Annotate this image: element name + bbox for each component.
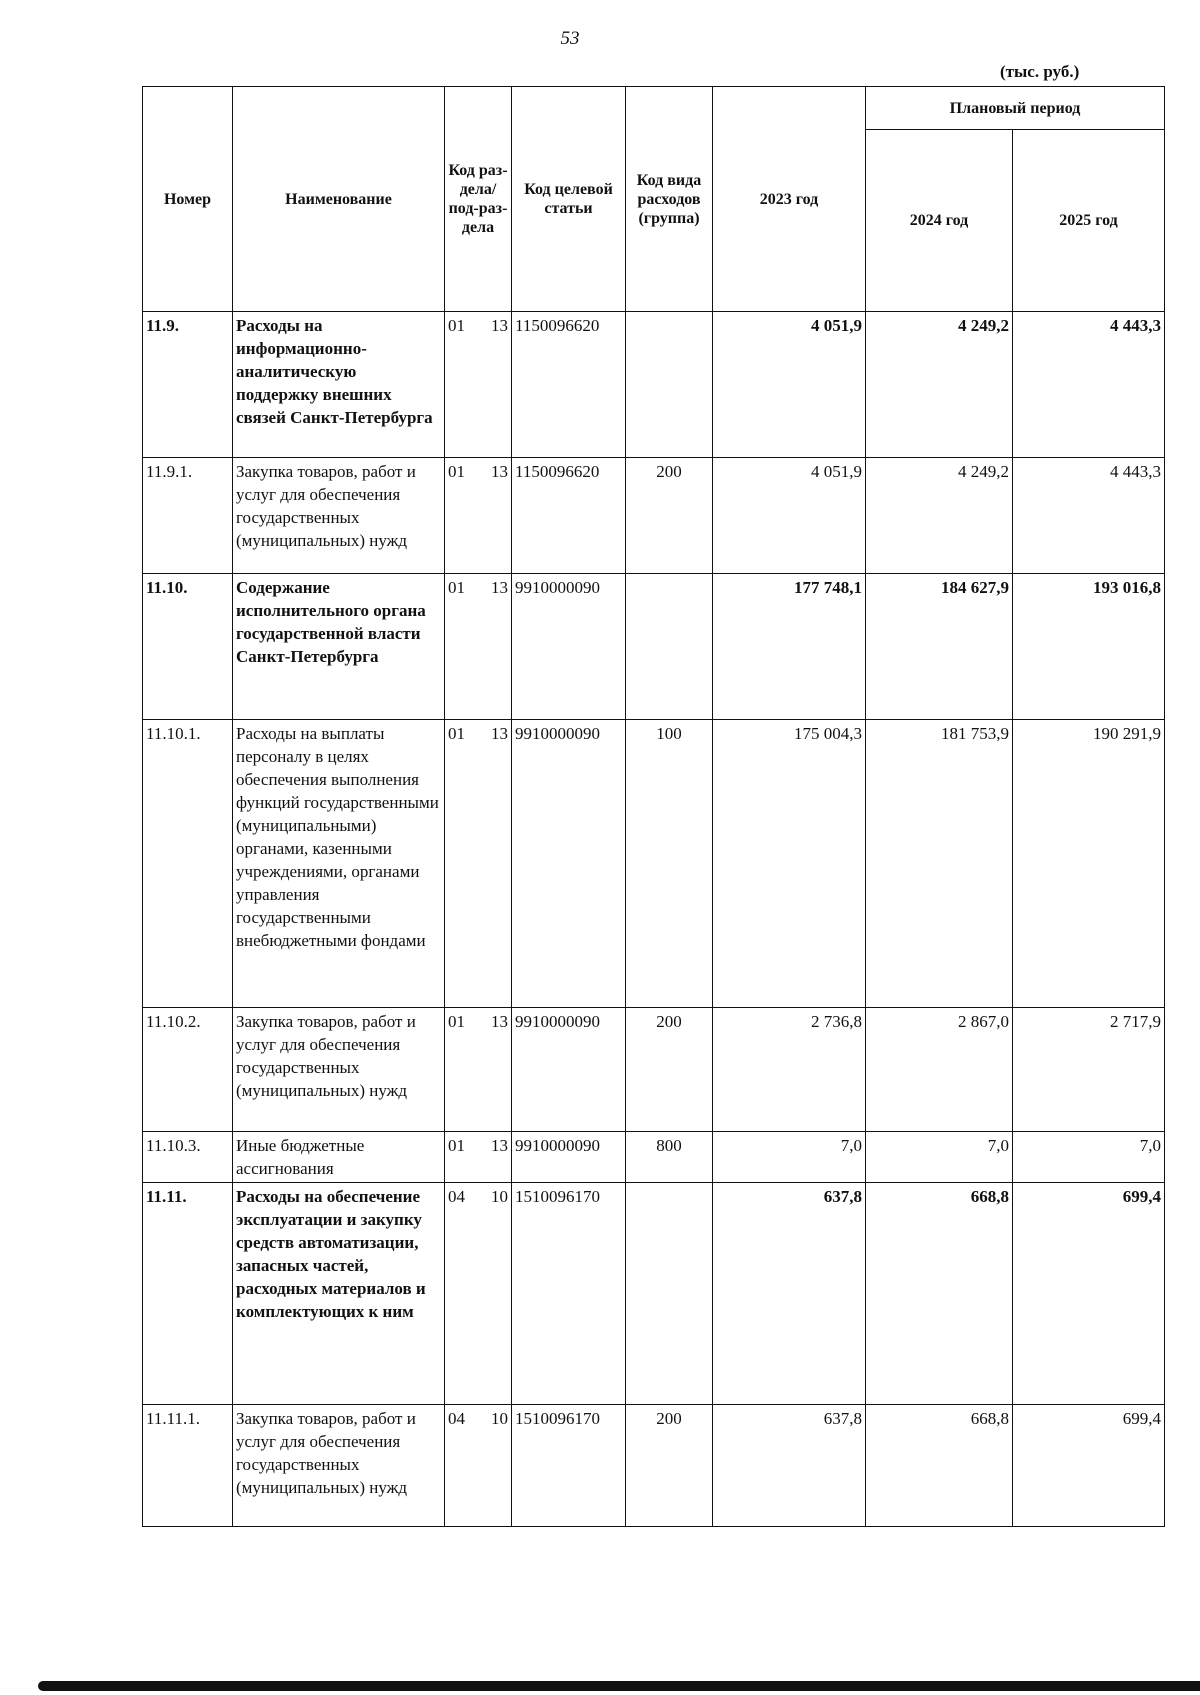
header-plan-period: Плановый период xyxy=(866,87,1165,130)
row-section-code xyxy=(445,720,512,1008)
row-target-code: 9910000090 xyxy=(512,574,626,720)
table-row xyxy=(143,458,1165,574)
row-name: Содержание исполнительного органа государственной власти Санкт-Петербурга xyxy=(233,574,445,720)
row-number: 11.10.3. xyxy=(143,1132,233,1183)
row-name: Иные бюджетные ассигнования xyxy=(233,1132,445,1183)
row-value-2023: 637,8 xyxy=(713,1183,866,1405)
row-expense-type: 200 xyxy=(626,1405,713,1527)
row-section-code xyxy=(445,458,512,574)
row-expense-type: 200 xyxy=(626,458,713,574)
row-value-2025: 7,0 xyxy=(1013,1132,1165,1183)
scan-edge-bar xyxy=(38,1681,1200,1691)
row-section-code xyxy=(445,312,512,458)
row-value-2024: 184 627,9 xyxy=(866,574,1013,720)
row-section: 01 xyxy=(448,724,465,743)
row-value-2025: 4 443,3 xyxy=(1013,312,1165,458)
row-value-2023: 4 051,9 xyxy=(713,312,866,458)
row-section: 01 xyxy=(448,1136,465,1155)
row-expense-type: 800 xyxy=(626,1132,713,1183)
row-value-2024: 2 867,0 xyxy=(866,1008,1013,1132)
row-number: 11.11. xyxy=(143,1183,233,1405)
table-row xyxy=(143,1132,1165,1183)
row-value-2024: 668,8 xyxy=(866,1183,1013,1405)
row-subsection: 13 xyxy=(491,316,508,335)
header-section-code: Код раз-дела/ под-раз-дела xyxy=(445,87,512,312)
row-expense-type xyxy=(626,312,713,458)
header-year-2025: 2025 год xyxy=(1013,130,1165,312)
row-value-2023: 637,8 xyxy=(713,1405,866,1527)
row-number: 11.10.2. xyxy=(143,1008,233,1132)
row-section: 04 xyxy=(448,1409,465,1428)
row-section: 01 xyxy=(448,316,465,335)
row-section-code xyxy=(445,1132,512,1183)
row-subsection: 13 xyxy=(491,462,508,481)
row-value-2024: 181 753,9 xyxy=(866,720,1013,1008)
row-subsection: 13 xyxy=(491,1136,508,1155)
row-expense-type xyxy=(626,1183,713,1405)
row-value-2025: 699,4 xyxy=(1013,1405,1165,1527)
row-value-2025: 699,4 xyxy=(1013,1183,1165,1405)
row-target-code: 9910000090 xyxy=(512,1132,626,1183)
header-expense-type: Код вида расходов (группа) xyxy=(626,87,713,312)
row-value-2025: 2 717,9 xyxy=(1013,1008,1165,1132)
row-target-code: 1150096620 xyxy=(512,312,626,458)
row-section-code xyxy=(445,1405,512,1527)
row-section: 04 xyxy=(448,1187,465,1206)
row-number: 11.9.1. xyxy=(143,458,233,574)
budget-table xyxy=(142,86,1165,1527)
row-subsection: 13 xyxy=(491,724,508,743)
row-value-2023: 4 051,9 xyxy=(713,458,866,574)
header-year-2023: 2023 год xyxy=(713,87,866,312)
row-name: Закупка товаров, работ и услуг для обеспечения государственных (муниципальных) нужд xyxy=(233,1405,445,1527)
row-value-2023: 2 736,8 xyxy=(713,1008,866,1132)
row-section-code xyxy=(445,574,512,720)
row-target-code: 1150096620 xyxy=(512,458,626,574)
row-value-2025: 193 016,8 xyxy=(1013,574,1165,720)
table-body xyxy=(143,312,1165,1527)
row-value-2025: 190 291,9 xyxy=(1013,720,1165,1008)
row-section: 01 xyxy=(448,1012,465,1031)
row-number: 11.9. xyxy=(143,312,233,458)
row-value-2025: 4 443,3 xyxy=(1013,458,1165,574)
row-target-code: 9910000090 xyxy=(512,1008,626,1132)
table-row xyxy=(143,1405,1165,1527)
row-section-code xyxy=(445,1008,512,1132)
row-name: Расходы на информационно-аналитическую поддержку внешних связей Санкт-Петербурга xyxy=(233,312,445,458)
header-name: Наименование xyxy=(233,87,445,312)
row-expense-type xyxy=(626,574,713,720)
row-section: 01 xyxy=(448,462,465,481)
row-number: 11.11.1. xyxy=(143,1405,233,1527)
table-row xyxy=(143,720,1165,1008)
table-row xyxy=(143,1008,1165,1132)
row-value-2024: 4 249,2 xyxy=(866,458,1013,574)
row-name: Расходы на выплаты персоналу в целях обеспечения выполнения функций государственными (муниципальными) органами, казенными учреждениями, органами управления государственными внебюджетными фондами xyxy=(233,720,445,1008)
header-row xyxy=(143,87,1165,130)
header-target-code: Код целевой статьи xyxy=(512,87,626,312)
table-row xyxy=(143,312,1165,458)
row-target-code: 1510096170 xyxy=(512,1405,626,1527)
table-row xyxy=(143,574,1165,720)
row-target-code: 1510096170 xyxy=(512,1183,626,1405)
row-number: 11.10.1. xyxy=(143,720,233,1008)
row-subsection: 10 xyxy=(491,1409,508,1428)
header-number: Номер xyxy=(143,87,233,312)
row-target-code: 9910000090 xyxy=(512,720,626,1008)
row-name: Расходы на обеспечение эксплуатации и закупку средств автоматизации, запасных частей, расходных материалов и комплектующих к ним xyxy=(233,1183,445,1405)
row-expense-type: 100 xyxy=(626,720,713,1008)
row-value-2024: 668,8 xyxy=(866,1405,1013,1527)
row-value-2023: 177 748,1 xyxy=(713,574,866,720)
row-value-2023: 175 004,3 xyxy=(713,720,866,1008)
row-subsection: 10 xyxy=(491,1187,508,1206)
row-subsection: 13 xyxy=(491,578,508,597)
row-name: Закупка товаров, работ и услуг для обеспечения государственных (муниципальных) нужд xyxy=(233,458,445,574)
row-value-2023: 7,0 xyxy=(713,1132,866,1183)
row-number: 11.10. xyxy=(143,574,233,720)
page-number: 53 xyxy=(560,28,580,49)
row-section-code xyxy=(445,1183,512,1405)
table-row xyxy=(143,1183,1165,1405)
row-subsection: 13 xyxy=(491,1012,508,1031)
units-label: (тыс. руб.) xyxy=(1000,62,1080,81)
header-year-2024: 2024 год xyxy=(866,130,1013,312)
row-value-2024: 4 249,2 xyxy=(866,312,1013,458)
row-value-2024: 7,0 xyxy=(866,1132,1013,1183)
row-name: Закупка товаров, работ и услуг для обеспечения государственных (муниципальных) нужд xyxy=(233,1008,445,1132)
row-expense-type: 200 xyxy=(626,1008,713,1132)
row-section: 01 xyxy=(448,578,465,597)
